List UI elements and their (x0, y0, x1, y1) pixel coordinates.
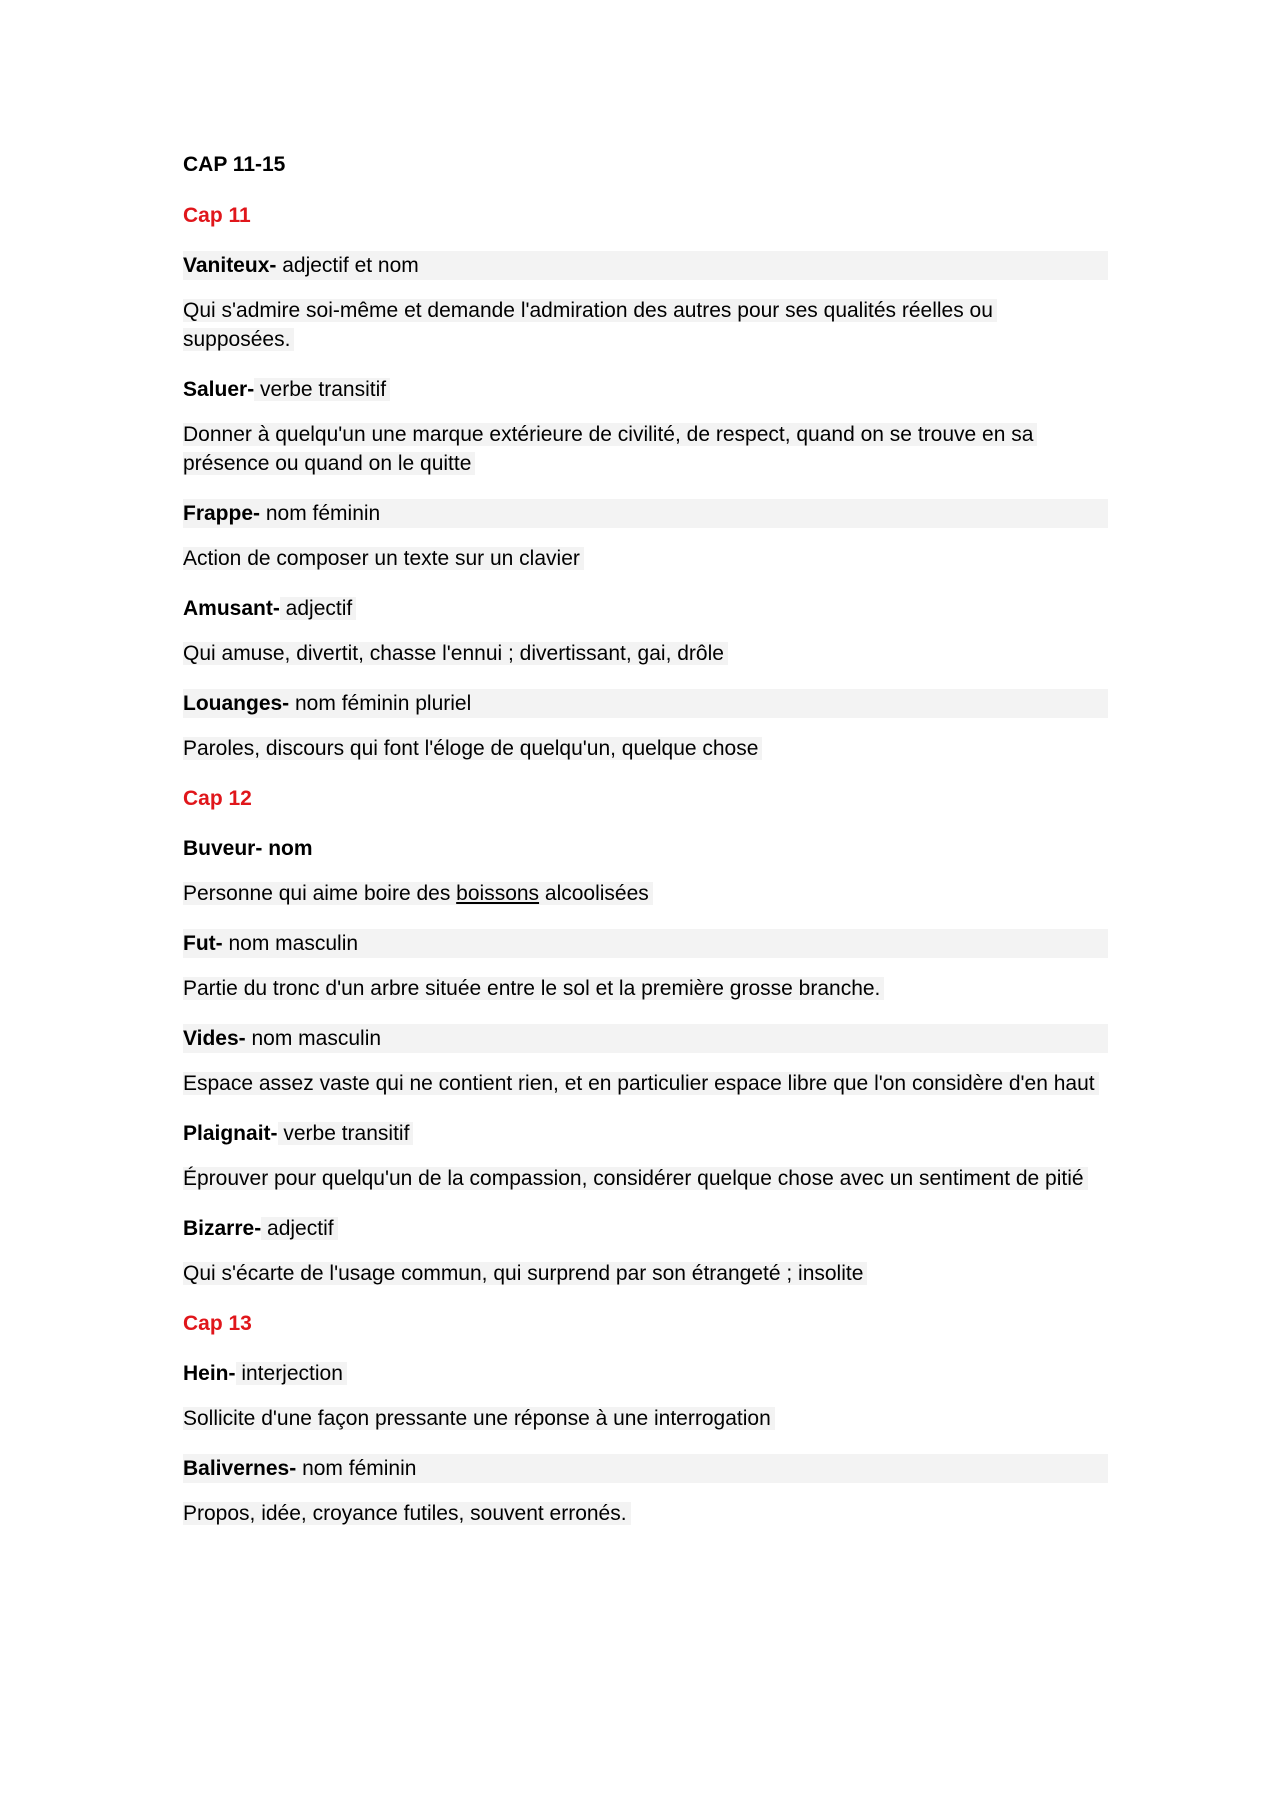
entry-part-of-speech: adjectif (261, 1217, 337, 1240)
entry-part-of-speech: nom féminin (296, 1457, 420, 1480)
entry-definition-text: Éprouver pour quelqu'un de la compassion, considérer quelque chose avec un sentiment de pitié (183, 1167, 1088, 1190)
entry-term (183, 594, 1108, 623)
entry-word: Saluer- (183, 378, 255, 401)
definition-text-start: Personne qui aime boire des (183, 882, 457, 905)
entry-definition (183, 1499, 1108, 1528)
entry-term (183, 1024, 1108, 1053)
entry-term (183, 1214, 1108, 1243)
entry-definition-text: Qui s'écarte de l'usage commun, qui surprend par son étrangeté ; insolite (183, 1262, 867, 1285)
entry-part-of-speech: nom masculin (223, 932, 362, 955)
entry-term (183, 1119, 1108, 1148)
entry-word: Louanges- (183, 692, 290, 715)
entry-word: Frappe- (183, 502, 261, 525)
entry-word: Fut- (183, 932, 223, 955)
entry-word: Vides- (183, 1027, 246, 1050)
entry-part-of-speech: verbe transitif (278, 1122, 414, 1145)
entry-part-of-speech: verbe transitif (254, 378, 390, 401)
entry-word: Buveur- (183, 837, 263, 860)
entry-definition (183, 296, 1108, 354)
entry-definition-text: Qui amuse, divertit, chasse l'ennui ; divertissant, gai, drôle (183, 642, 728, 665)
underlined-word: boissons (456, 882, 540, 905)
entry-definition (183, 639, 1108, 668)
entry-word: Bizarre- (183, 1217, 262, 1240)
chapter-heading: Cap 11 (183, 204, 251, 227)
entry-word: Balivernes- (183, 1457, 297, 1480)
entry-part-of-speech: nom féminin (260, 502, 384, 525)
entry-definition (183, 734, 1108, 763)
entry-term (183, 499, 1108, 528)
entry-definition-text: Propos, idée, croyance futiles, souvent erronés. (183, 1502, 631, 1525)
entry-definition (183, 1259, 1108, 1288)
entry-part-of-speech: interjection (236, 1362, 347, 1385)
entry-definition-text: Partie du tronc d'un arbre située entre le sol et la première grosse branche. (183, 977, 884, 1000)
entry-definition (183, 879, 1108, 908)
entry-part-of-speech: nom (262, 837, 313, 860)
chapter-heading: Cap 13 (183, 1312, 252, 1335)
entry-term (183, 1359, 1108, 1388)
entry-definition (183, 1069, 1108, 1098)
entry-word: Hein- (183, 1362, 236, 1385)
entry-part-of-speech: nom féminin pluriel (289, 692, 475, 715)
entry-definition (183, 1164, 1108, 1193)
entry-definition-text: Action de composer un texte sur un clavier (183, 547, 584, 570)
entry-part-of-speech: nom masculin (246, 1027, 385, 1050)
entry-word: Amusant- (183, 597, 280, 620)
entry-term (183, 375, 1108, 404)
entry-part-of-speech: adjectif (280, 597, 356, 620)
entry-definition-text: Espace assez vaste qui ne contient rien, et en particulier espace libre que l'on considère d'en haut (183, 1072, 1099, 1095)
entry-definition-text: Qui s'admire soi-même et demande l'admiration des autres pour ses qualités réelles ou supposées. (183, 299, 997, 351)
entry-definition (183, 544, 1108, 573)
entry-definition (183, 420, 1108, 478)
chapter-heading: Cap 12 (183, 787, 252, 810)
entry-term (183, 251, 1108, 280)
definition-text-end: alcoolisées (539, 882, 649, 905)
entry-definition-text: Paroles, discours qui font l'éloge de quelqu'un, quelque chose (183, 737, 762, 760)
entry-definition (183, 974, 1108, 1003)
entry-term (183, 929, 1108, 958)
entry-definition-text (183, 882, 653, 905)
entry-word: Plaignait- (183, 1122, 278, 1145)
entry-part-of-speech: adjectif et nom (276, 254, 422, 277)
entry-definition-text: Donner à quelqu'un une marque extérieure de civilité, de respect, quand on se trouve en sa présence ou quand on le quitte (183, 423, 1037, 475)
entry-term (183, 1454, 1108, 1483)
document-page (183, 150, 1108, 1549)
entry-definition-text: Sollicite d'une façon pressante une réponse à une interrogation (183, 1407, 775, 1430)
entry-word: Vaniteux- (183, 254, 277, 277)
entry-term (183, 689, 1108, 718)
entry-definition (183, 1404, 1108, 1433)
entry-term (183, 834, 1108, 863)
document-title: CAP 11-15 (183, 153, 286, 176)
